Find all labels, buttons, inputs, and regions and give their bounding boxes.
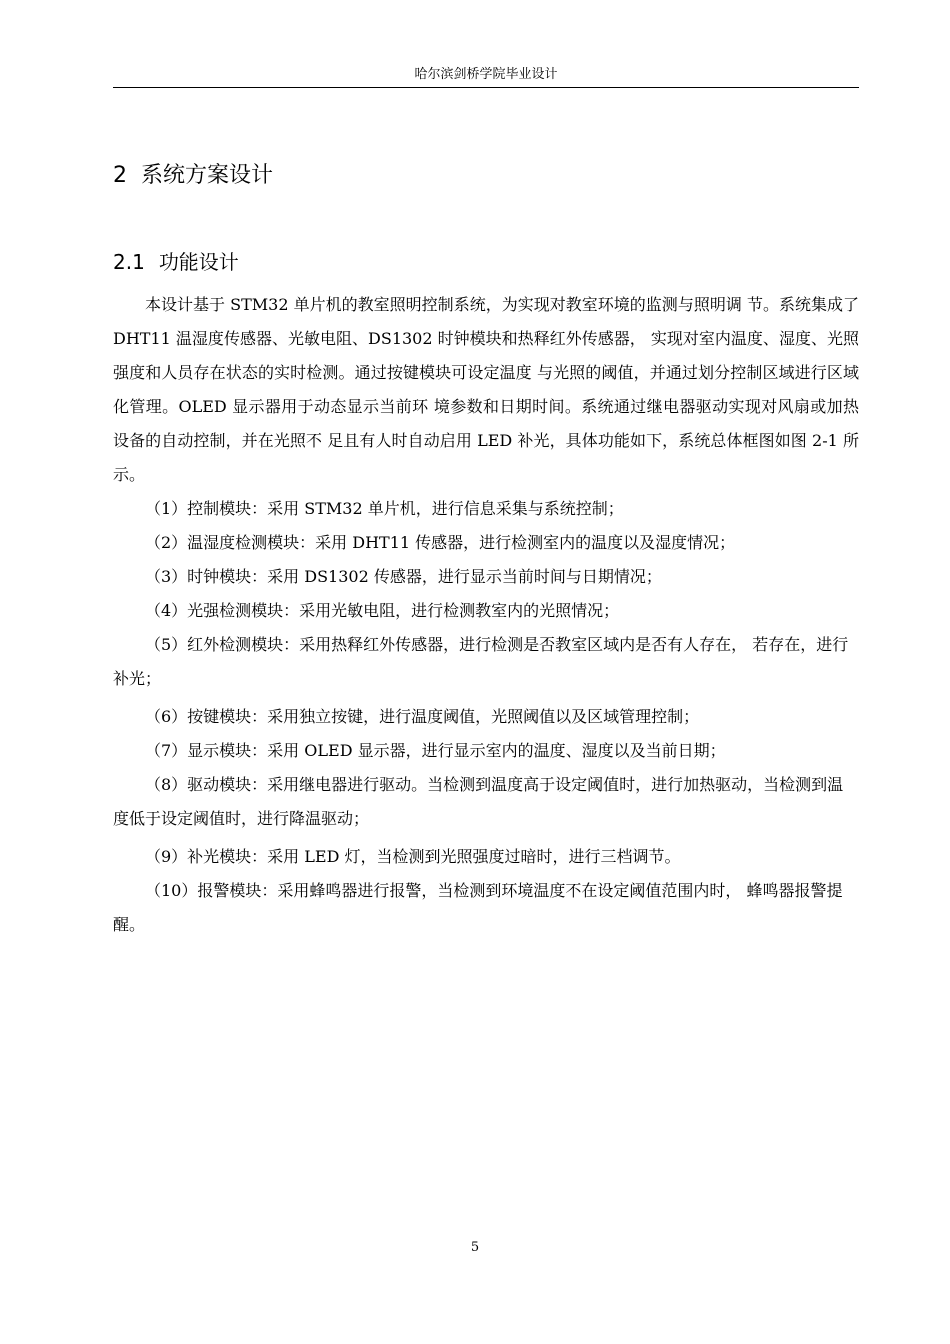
header-divider bbox=[113, 87, 859, 88]
list-item: （1）控制模块：采用 STM32 单片机，进行信息采集与系统控制； bbox=[145, 499, 624, 518]
page-number: 5 bbox=[470, 1240, 480, 1255]
list-item: （8）驱动模块：采用继电器进行驱动。当检测到温度高于设定阈值时，进行加热驱动，当检测到温度低于设定阈值时，进行降温驱动； bbox=[113, 775, 844, 828]
section-heading bbox=[113, 247, 239, 277]
page-header: 哈尔滨剑桥学院毕业设计 bbox=[414, 67, 558, 82]
body-text bbox=[113, 288, 859, 946]
intro-paragraph: 本设计基于 STM32 单片机的教室照明控制系统，为实现对教室环境的监测与照明调 节。系统集成了 DHT11 温湿度传感器、光敏电阻、DS1302 时钟模块和热释红外传感器， 实现对室内温度、湿度、光照强度和人员存在状态的实时检测。通过按键模块可设定温度 与光照的阈值，并通过划分控制区域进行区域化管理。OLED 显示器用于动态显示当前环 境参数和日期时间。系统通过继电器驱动实现对风扇或加热设备的自动控制，并在光照不 足且有人时自动启用 LED 补光，具体功能如下，系统总体框图如图 2-1 所示。 bbox=[113, 295, 859, 484]
section-number: 2.1 bbox=[113, 250, 145, 274]
list-item: （7）显示模块：采用 OLED 显示器，进行显示室内的温度、湿度以及当前日期； bbox=[145, 741, 726, 760]
chapter-title: 系统方案设计 bbox=[141, 163, 274, 188]
list-item: （5）红外检测模块：采用热释红外传感器，进行检测是否教室区域内是否有人存在， 若存在，进行补光； bbox=[113, 635, 849, 688]
list-item: （10）报警模块：采用蜂鸣器进行报警，当检测到环境温度不在设定阈值范围内时， 蜂鸣器报警提醒。 bbox=[113, 881, 843, 934]
list-item: （4）光强检测模块：采用光敏电阻，进行检测教室内的光照情况； bbox=[145, 601, 620, 620]
list-item: （9）补光模块：采用 LED 灯，当检测到光照强度过暗时，进行三档调节。 bbox=[145, 847, 681, 866]
section-title: 功能设计 bbox=[158, 250, 239, 274]
chapter-number: 2 bbox=[113, 163, 127, 188]
list-item: （3）时钟模块：采用 DS1302 传感器，进行显示当前时间与日期情况； bbox=[145, 567, 662, 586]
list-item: （6）按键模块：采用独立按键，进行温度阈值，光照阈值以及区域管理控制； bbox=[145, 707, 700, 726]
list-item: （2）温湿度检测模块：采用 DHT11 传感器，进行检测室内的温度以及湿度情况； bbox=[145, 533, 736, 552]
chapter-heading bbox=[113, 160, 273, 192]
